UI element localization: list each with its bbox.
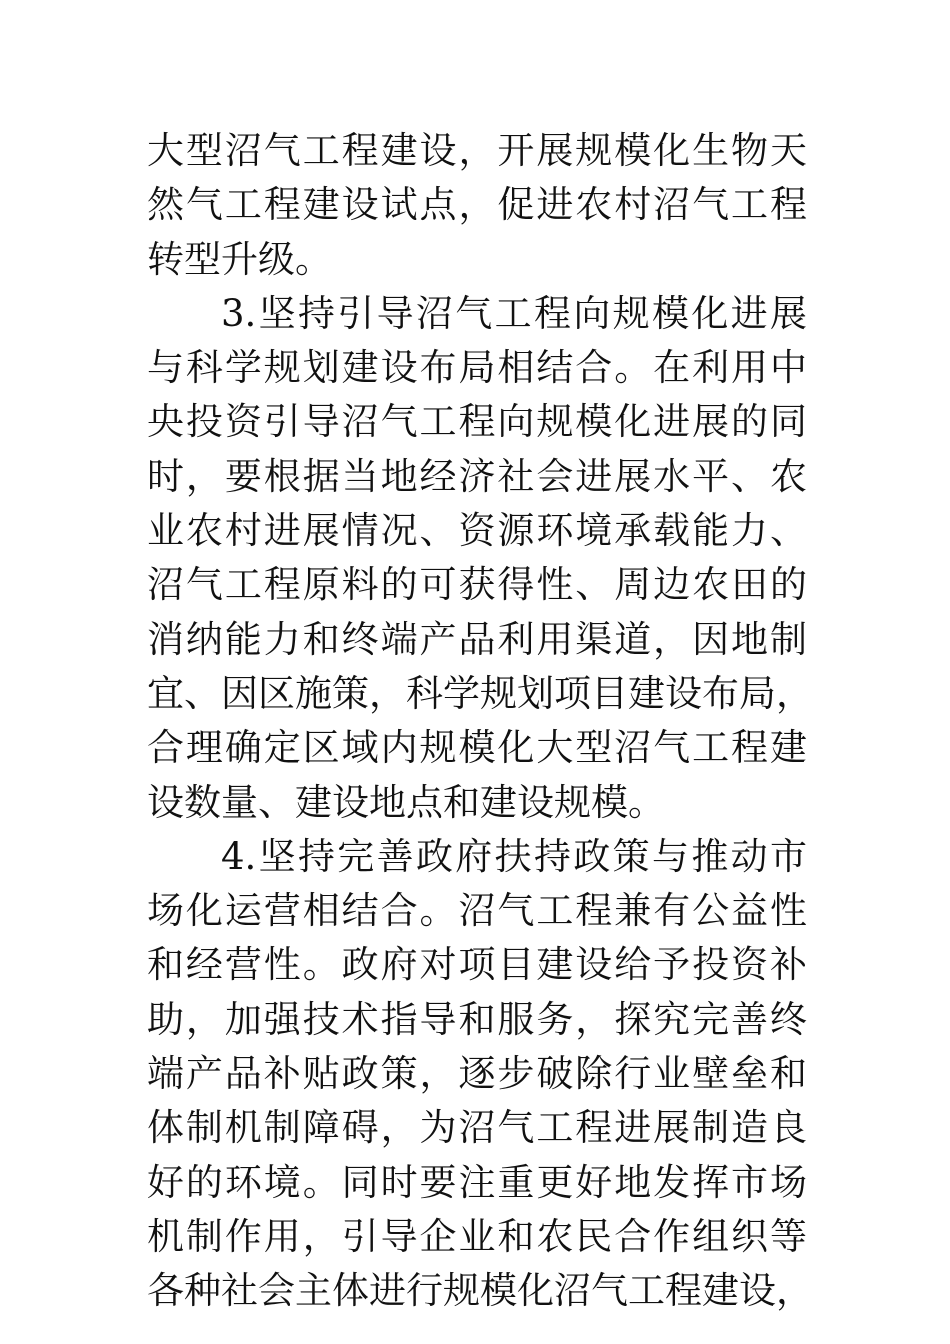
text-line: 消纳能力和终端产品利用渠道，因地制 — [147, 617, 807, 661]
text-line: 宜、因区施策，科学规划项目建设布局， — [147, 671, 813, 715]
text-line: 与科学规划建设布局相结合。在利用中 — [147, 346, 807, 390]
text-line: 机制作用，引导企业和农民合作组织等 — [147, 1214, 807, 1258]
text-line: 体制机制障碍，为沼气工程进展制造良 — [147, 1106, 807, 1150]
text-line: 端产品补贴政策，逐步破除行业壁垒和 — [147, 1052, 807, 1096]
paragraph-3 — [147, 830, 813, 1319]
text-line: 大型沼气工程建设，开展规模化生物天 — [147, 129, 807, 172]
text-line: 业农村进展情况、资源环境承载能力、 — [147, 509, 807, 553]
text-line: 然气工程建设试点，促进农村沼气工程 — [147, 183, 807, 227]
text-line: 设数量、建设地点和建设规模。 — [147, 780, 665, 824]
text-line: 好的环境。同时要注重更好地发挥市场 — [147, 1160, 807, 1204]
document-body — [147, 124, 813, 1319]
text-line: 和经营性。政府对项目建设给予投资补 — [147, 943, 807, 987]
text-line: 助，加强技术指导和服务，探究完善终 — [147, 997, 807, 1041]
paragraph-1 — [147, 124, 807, 287]
text-line: 沼气工程原料的可获得性、周边农田的 — [147, 563, 807, 607]
text-line: 场化运营相结合。沼气工程兼有公益性 — [147, 889, 807, 933]
text-line: 合理确定区域内规模化大型沼气工程建 — [147, 726, 807, 770]
paragraph-2 — [147, 287, 813, 830]
text-line: 转型升级。 — [147, 237, 332, 281]
text-line: 各种社会主体进行规模化沼气工程建设， — [147, 1269, 813, 1313]
text-line: 3.坚持引导沼气工程向规模化进展 — [221, 291, 807, 335]
text-line: 时，要根据当地经济社会进展水平、农 — [147, 454, 807, 498]
text-line: 央投资引导沼气工程向规模化进展的同 — [147, 400, 807, 444]
text-line: 4.坚持完善政府扶持政策与推动市 — [221, 834, 807, 878]
